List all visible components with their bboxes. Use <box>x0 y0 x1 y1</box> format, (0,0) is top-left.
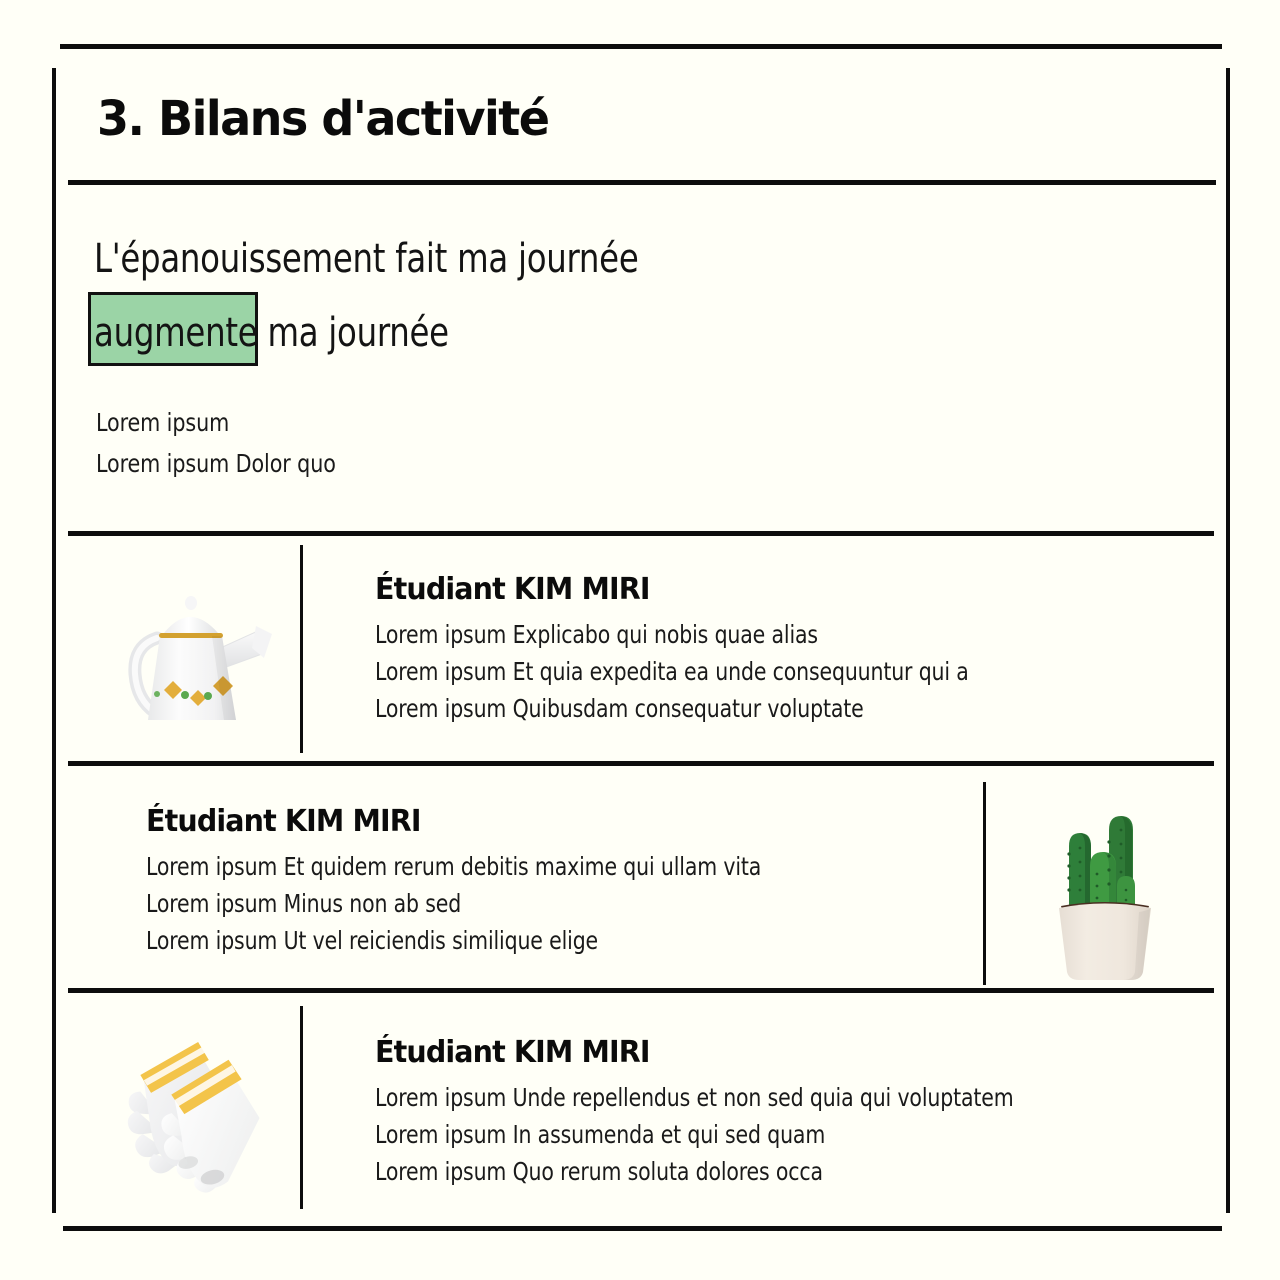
intro-sub-line-1: Lorem ipsum <box>96 408 230 437</box>
section-rule-above-row-2 <box>68 761 1214 766</box>
section-rule-above-row-1 <box>68 531 1214 536</box>
intro-sub-line-2: Lorem ipsum Dolor quo <box>96 449 336 478</box>
frame-top-rule <box>60 44 1222 49</box>
row-2-line-3: Lorem ipsum Ut vel reiciendis similique elige <box>146 926 599 955</box>
row-2-vertical-divider <box>983 782 986 985</box>
page-title: 3. Bilans d'activité <box>97 91 549 147</box>
watering-can-icon <box>112 578 288 738</box>
row-1-vertical-divider <box>300 545 303 753</box>
row-3-line-3: Lorem ipsum Quo rerum soluta dolores occa <box>375 1157 823 1186</box>
row-3-student-name: Étudiant KIM MIRI <box>375 1035 650 1070</box>
row-1-line-1: Lorem ipsum Explicabo qui nobis quae alias <box>375 620 818 649</box>
row-1-content <box>375 572 1027 727</box>
frame-bottom-rule <box>63 1226 1222 1231</box>
row-1-line-3: Lorem ipsum Quibusdam consequatur voluptate <box>375 694 864 723</box>
title-separator-rule <box>68 180 1216 185</box>
row-2-content <box>146 804 822 959</box>
frame-right-rule <box>1226 68 1230 1213</box>
intro-line-2: augmente ma journée <box>94 310 449 356</box>
row-2-student-name: Étudiant KIM MIRI <box>146 804 421 839</box>
row-1-student-name: Étudiant KIM MIRI <box>375 572 650 607</box>
intro-line-1: L'épanouissement fait ma journée <box>94 236 639 282</box>
intro-sub-block <box>96 402 357 484</box>
gardening-gloves-icon <box>112 1034 288 1200</box>
row-2-line-1: Lorem ipsum Et quidem rerum debitis maxime qui ullam vita <box>146 852 762 881</box>
row-2-line-2: Lorem ipsum Minus non ab sed <box>146 889 462 918</box>
row-3-line-2: Lorem ipsum In assumenda et qui sed quam <box>375 1120 826 1149</box>
row-3-content <box>375 1035 1077 1190</box>
row-1-line-2: Lorem ipsum Et quia expedita ea unde consequuntur qui a <box>375 657 969 686</box>
cactus-icon <box>1035 786 1175 982</box>
section-rule-above-row-3 <box>68 988 1214 993</box>
row-3-vertical-divider <box>300 1006 303 1209</box>
frame-left-rule <box>52 68 56 1213</box>
row-3-line-1: Lorem ipsum Unde repellendus et non sed quia qui voluptatem <box>375 1083 1014 1112</box>
intro-block <box>94 222 1144 370</box>
